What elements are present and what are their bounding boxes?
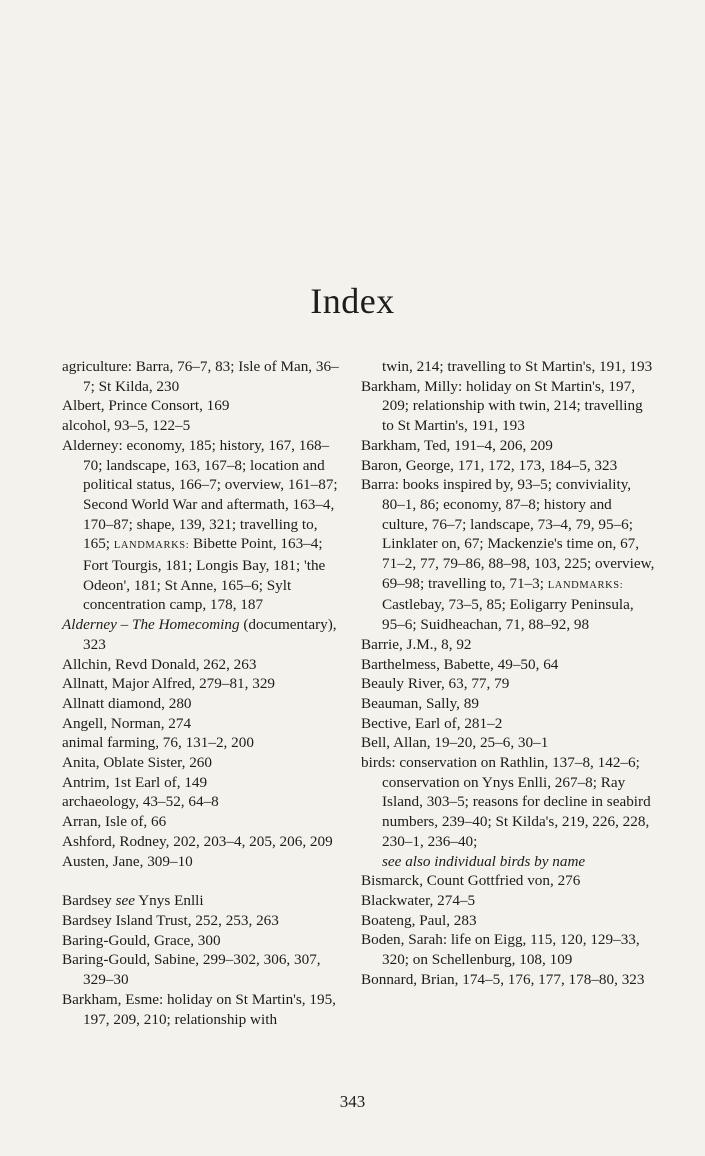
index-entry: Antrim, 1st Earl of, 149 [62, 773, 208, 791]
index-entry: Ashford, Rodney, 202, 203–4, 205, 206, 209 [62, 832, 333, 850]
index-entry: Bardsey Island Trust, 252, 253, 263 [62, 911, 279, 929]
index-entry: Allchin, Revd Donald, 262, 263 [62, 655, 257, 673]
index-column-left [62, 357, 347, 1029]
index-entry: Baron, George, 171, 172, 173, 184–5, 323 [361, 456, 618, 474]
index-entry: Bonnard, Brian, 174–5, 176, 177, 178–80, 323 [361, 970, 645, 988]
index-entry: Barkham, Milly: holiday on St Martin's, 197, 209; relationship with twin, 214; travelling to St Martin's, 191, 193 [361, 377, 643, 435]
index-entry: Bective, Earl of, 281–2 [361, 714, 503, 732]
italic-title: Alderney – The Homecoming [62, 616, 240, 634]
index-entry: Barthelmess, Babette, 49–50, 64 [361, 655, 559, 673]
section-gap [62, 871, 347, 891]
index-entry: Albert, Prince Consort, 169 [62, 397, 230, 415]
index-entry: Allnatt diamond, 280 [62, 694, 192, 712]
index-entry: Baring-Gould, Sabine, 299–302, 306, 307, 329–30 [62, 951, 321, 989]
index-entry: Allnatt, Major Alfred, 279–81, 329 [62, 675, 276, 693]
index-entry: Bardsey see Ynys Enlli [62, 892, 204, 910]
small-caps-label: LANDMARKS: [113, 540, 190, 552]
index-entry: Barkham, Ted, 191–4, 206, 209 [361, 436, 553, 454]
index-entry: Austen, Jane, 309–10 [62, 852, 193, 870]
page-title: Index [310, 281, 395, 321]
index-entry: Bell, Allan, 19–20, 25–6, 30–1 [361, 734, 549, 752]
index-entry: Alderney: economy, 185; history, 167, 168–70; landscape, 163, 167–8; location and political status, 166–7; overview, 161–87; Second World War and aftermath, 163–4, 170–87; shape, 139, 321; travelling to, 165; LANDMARKS: Bibette Point, 163–4; Fort Tourgis, 181; Longis Bay, 181; 'the Odeon', 181; St Anne, 165–6; Sylt concentration camp, 178, 187 [62, 436, 338, 614]
index-entry: Alderney – The Homecoming (documentary), 323 [62, 616, 337, 653]
index-entry: Barra: books inspired by, 93–5; conviviality, 80–1, 86; economy, 87–8; history and culture, 76–7; landscape, 73–4, 79, 95–6; Linklater on, 67; Mackenzie's time on, 67, 71–2, 77, 79–86, 88–98, 103, 225; overview, 69–98; travelling to, 71–3; LANDMARKS: Castlebay, 73–5, 85; Eoligarry Peninsula, 95–6; Suidheachan, 71, 88–92, 98 [361, 476, 655, 634]
index-entry: Anita, Oblate Sister, 260 [62, 754, 212, 772]
index-entry: Bismarck, Count Gottfried von, 276 [361, 872, 581, 890]
index-entry: Boateng, Paul, 283 [361, 911, 477, 929]
index-entry: birds: conservation on Rathlin, 137–8, 142–6; conservation on Ynys Enlli, 267–8; Ray Island, 303–5; reasons for decline in seabird numbers, 239–40; St Kilda's, 219, 226, 228, 230–1, 236–40; [361, 754, 651, 850]
index-entry: Boden, Sarah: life on Eigg, 115, 120, 129–33, 320; on Schellenburg, 108, 109 [361, 931, 640, 969]
index-entry: Barkham, Esme: holiday on St Martin's, 195, 197, 209, 210; relationship with [62, 990, 336, 1028]
index-entry: archaeology, 43–52, 64–8 [62, 793, 219, 811]
index-column-right [361, 357, 656, 990]
index-entry: animal farming, 76, 131–2, 200 [62, 734, 254, 752]
index-entry: Arran, Isle of, 66 [62, 813, 167, 831]
index-entry: Beauman, Sally, 89 [361, 694, 479, 712]
index-entry: Beauly River, 63, 77, 79 [361, 675, 510, 693]
index-entry: Baring-Gould, Grace, 300 [62, 931, 221, 949]
index-entry: Blackwater, 274–5 [361, 891, 476, 909]
index-entry: alcohol, 93–5, 122–5 [62, 417, 191, 435]
index-entry: agriculture: Barra, 76–7, 83; Isle of Man, 36–7; St Kilda, 230 [62, 358, 339, 395]
page-number: 343 [339, 1092, 366, 1111]
index-entry: Angell, Norman, 274 [62, 714, 192, 732]
index-entry-continued: twin, 214; travelling to St Martin's, 191, 193 [382, 358, 653, 375]
small-caps-label: LANDMARKS: [547, 579, 624, 591]
index-entry: Barrie, J.M., 8, 92 [361, 635, 472, 653]
cross-reference: see also individual birds by name [382, 852, 586, 870]
